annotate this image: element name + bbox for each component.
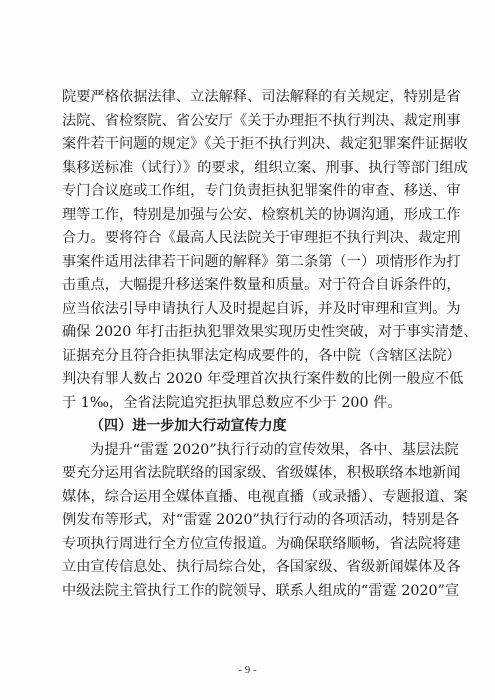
paragraph-line: 判决有罪人数占 2020 年受理首次执行案件数的比例一般应不低 — [62, 371, 464, 387]
paragraph-line: 院要严格依据法律、立法解释、司法解释的有关规定，特别是省 — [62, 89, 461, 105]
paragraph-line: 于 1‰，全省法院追究拒执罪总数应不少于 200 件。 — [62, 394, 402, 411]
paragraph-line: 击重点，大幅提升移送案件数量和质量。对于符合自诉条件的， — [62, 277, 461, 293]
paragraph-line: 例发布等形式，对“雷霆 2020”执行行动的各项活动，特别是各 — [62, 512, 460, 528]
paragraph-line: 中级法院主管执行工作的院领导、联系人组成的“雷霆 2020”宣 — [62, 582, 460, 599]
paragraph-line: 立由宣传信息处、执行局综合处，各国家级、省级新闻媒体及各 — [62, 559, 461, 575]
paragraph-line: 专项执行周进行全方位宣传报道。为确保联络顺畅，省法院将建 — [62, 535, 461, 552]
paragraph-line: 案件若干问题的规定》《关于拒不执行判决、裁定犯罪案件证据收 — [62, 136, 468, 152]
document-body — [62, 86, 478, 603]
paragraph-line: 专门合议庭或工作组，专门负责拒执犯罪案件的审查、移送、审 — [62, 183, 461, 199]
paragraph-line: 法院、省检察院、省公安厅《关于办理拒不执行判决、裁定刑事 — [62, 112, 461, 129]
section-heading: （四）进一步加大行动宣传力度 — [90, 418, 287, 434]
paragraph-line: 确保 2020 年打击拒执犯罪效果实现历史性突破，对于事实清楚、 — [62, 324, 478, 340]
paragraph-line: 要充分运用省法院联络的国家级、省级媒体，积极联络本地新闻 — [62, 465, 461, 481]
page-number: - 9 - — [238, 664, 257, 676]
paragraph-line: 事案件适用法律若干问题的解释》第二条第（一）项情形作为打 — [62, 253, 461, 270]
paragraph-line: 应当依法引导申请执行人及时提起自诉，并及时审理和宣判。为 — [62, 300, 461, 317]
paragraph-line: 合力。要将符合《最高人民法院关于审理拒不执行判决、裁定刑 — [62, 230, 461, 246]
paragraph-line: 理等工作，特别是加强与公安、检察机关的协调沟通，形成工作 — [62, 206, 461, 223]
paragraph-line: 集移送标准（试行）》的要求，组织立案、刑事、执行等部门组成 — [62, 159, 468, 176]
paragraph-line: 为提升“雷霆 2020”执行行动的宣传效果，各中、基层法院 — [90, 441, 459, 458]
paragraph-line: 媒体，综合运用全媒体直播、电视直播（或录播）、专题报道、案 — [62, 488, 468, 505]
paragraph-line: 证据充分且符合拒执罪法定构成要件的，各中院（含辖区法院） — [62, 347, 461, 364]
